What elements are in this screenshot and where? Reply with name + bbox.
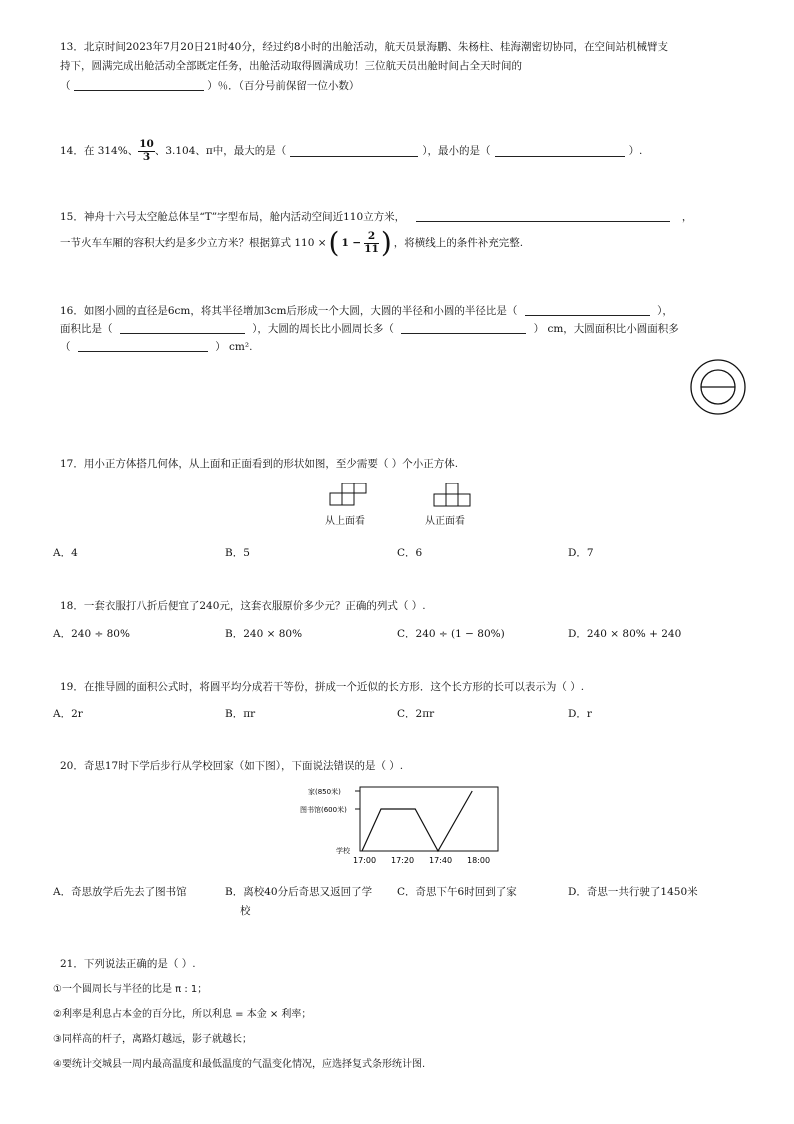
y-tick-school: 学校 xyxy=(336,847,350,855)
front-view-label: 从正面看 xyxy=(425,516,465,527)
q13-line3 xyxy=(60,79,359,93)
q15-frac-den: 11 xyxy=(364,242,379,255)
q15-line1-text: 15．神舟十六号太空舱总体呈“T”字型布局，舱内活动空间近110立方米， xyxy=(60,211,406,223)
distance-time-chart xyxy=(300,782,505,868)
q15-line1-end: ， xyxy=(681,211,693,223)
q14-line xyxy=(60,136,642,166)
front-view-figure xyxy=(428,483,478,513)
q19-option-d[interactable]: D．r xyxy=(568,708,592,720)
q20-option-b[interactable]: B．离校40分后奇思又返回了学 xyxy=(225,886,373,898)
q15-line2 xyxy=(60,226,523,260)
x-tick-1800: 18:00 xyxy=(467,856,491,865)
q16-line2 xyxy=(60,322,679,336)
q14-mid2: ），最小的是（ xyxy=(422,144,491,157)
q16-area-ratio-blank[interactable] xyxy=(120,322,245,334)
q15-paren-close: ) xyxy=(380,226,392,259)
q16-radius-ratio-blank[interactable] xyxy=(525,304,650,316)
q15-paren-open: ( xyxy=(328,226,340,259)
q17-option-c[interactable]: C．6 xyxy=(397,547,423,559)
q15-frac-num: 2 xyxy=(364,231,379,243)
q21-item-2: ②利率是利息占本金的百分比，所以利息 = 本金 × 利率； xyxy=(53,1009,312,1020)
q17-option-b[interactable]: B．5 xyxy=(225,547,250,559)
q21-item-3: ③同样高的杆子，离路灯越远，影子就越长； xyxy=(53,1034,252,1045)
q19-option-a[interactable]: A．2r xyxy=(53,708,83,720)
chart-frame xyxy=(360,787,498,851)
q14-max-blank[interactable] xyxy=(290,145,418,157)
q19-option-b[interactable]: B．πr xyxy=(225,708,256,720)
q16-line1-text: 16．如图小圆的直径是6cm，将其半径增加3cm后形成一个大圆，大圆的半径和小圆的半径比是（ xyxy=(60,305,518,317)
y-tick-home: 家(850米) xyxy=(308,788,341,796)
q14-frac-den: 3 xyxy=(142,150,151,163)
q15-condition-blank[interactable] xyxy=(416,210,670,222)
q14-mid: 、3.104、π中，最大的是（ xyxy=(154,144,287,157)
q13-paren-close: ）％．（百分号前保留一位小数） xyxy=(207,80,360,92)
q15-fraction xyxy=(364,231,379,254)
q13-paren-open: （ xyxy=(60,80,71,92)
q13-line1: 13．北京时间2023年7月20日21时40分，经过约8小时的出舱活动，航天员景海鹏、朱杨柱、桂海潮密切协同，在空间站机械臂支 xyxy=(60,41,669,53)
q18-stem: 18．一套衣服打八折后便宜了240元，这套衣服原价多少元？正确的列式（ ）. xyxy=(60,600,426,612)
q20-option-d[interactable]: D．奇思一共行驶了1450米 xyxy=(568,886,698,898)
q20-option-c[interactable]: C．奇思下午6时回到了家 xyxy=(397,886,517,898)
q13-line2: 持下，圆满完成出舱活动全部既定任务，出舱活动取得圆满成功！三位航天员出舱时间占全天时间的 xyxy=(60,60,522,72)
q20-option-a[interactable]: A．奇思放学后先去了图书馆 xyxy=(53,886,187,898)
q14-min-blank[interactable] xyxy=(495,145,625,157)
q17-stem: 17．用小正方体搭几何体，从上面和正面看到的形状如图，至少需要（ ）个小正方体. xyxy=(60,458,459,470)
q19-option-c[interactable]: C．2πr xyxy=(397,708,435,720)
y-tick-library: 图书馆(600米) xyxy=(300,806,347,814)
q15-line2-suffix: ，将横线上的条件补充完整. xyxy=(393,236,524,249)
q20-option-b-line2: 校 xyxy=(240,905,251,917)
route-line xyxy=(362,791,472,851)
q14-frac-num: 10 xyxy=(139,138,154,151)
q15-one-minus: 1 − xyxy=(341,236,362,249)
q16-area-diff-blank[interactable] xyxy=(78,340,208,352)
q16-line1-end: ）， xyxy=(657,305,673,317)
q18-option-b[interactable]: B．240 × 80% xyxy=(225,628,303,640)
q15-line2-prefix: 一节火车车厢的容积大约是多少立方米？根据算式 110 × xyxy=(60,236,327,249)
q18-option-d[interactable]: D．240 × 80% + 240 xyxy=(568,628,682,640)
x-tick-1700: 17:00 xyxy=(353,856,377,865)
q18-option-c[interactable]: C．240 ÷ (1 − 80%) xyxy=(397,628,505,640)
q20-stem: 20．奇思17时下学后步行从学校回家（如下图），下面说法错误的是（ ）. xyxy=(60,760,404,772)
concentric-circles-icon xyxy=(688,357,748,417)
q18-option-a[interactable]: A．240 ÷ 80% xyxy=(53,628,130,640)
q16-line3-open: （ xyxy=(60,341,71,353)
q14-fraction xyxy=(138,139,155,162)
q19-stem: 19．在推导圆的面积公式时，将圆平均分成若干等份，拼成一个近似的长方形．这个长方形的长可以表示为（ ）. xyxy=(60,681,585,693)
q21-stem: 21．下列说法正确的是（ ）. xyxy=(60,958,196,970)
q16-line2-a: 面积比是（ xyxy=(60,323,113,335)
q15-line1 xyxy=(60,210,692,224)
q16-circumference-diff-blank[interactable] xyxy=(401,322,526,334)
top-view-label: 从上面看 xyxy=(325,516,365,527)
q16-line2-c: ） cm，大圆面积比小圆面积多 xyxy=(533,323,679,335)
q16-line2-b: ），大圆的周长比小圆周长多（ xyxy=(252,323,394,335)
q21-item-1: ①一个圆周长与半径的比是 π : 1； xyxy=(53,984,208,995)
x-tick-1720: 17:20 xyxy=(391,856,415,865)
q16-line3-end: ） cm². xyxy=(215,341,253,353)
q14-end: ）. xyxy=(628,144,643,157)
q13-answer-blank[interactable] xyxy=(74,79,204,91)
q21-item-4: ④要统计交城县一周内最高温度和最低温度的气温变化情况，应选择复式条形统计图. xyxy=(53,1059,426,1070)
x-tick-1740: 17:40 xyxy=(429,856,453,865)
q16-line3 xyxy=(60,340,252,354)
top-view-figure xyxy=(322,483,372,513)
q17-option-d[interactable]: D．7 xyxy=(568,547,594,559)
q17-option-a[interactable]: A．4 xyxy=(53,547,78,559)
q16-line1 xyxy=(60,304,673,318)
q14-prefix: 14．在 314%、 xyxy=(60,144,139,157)
